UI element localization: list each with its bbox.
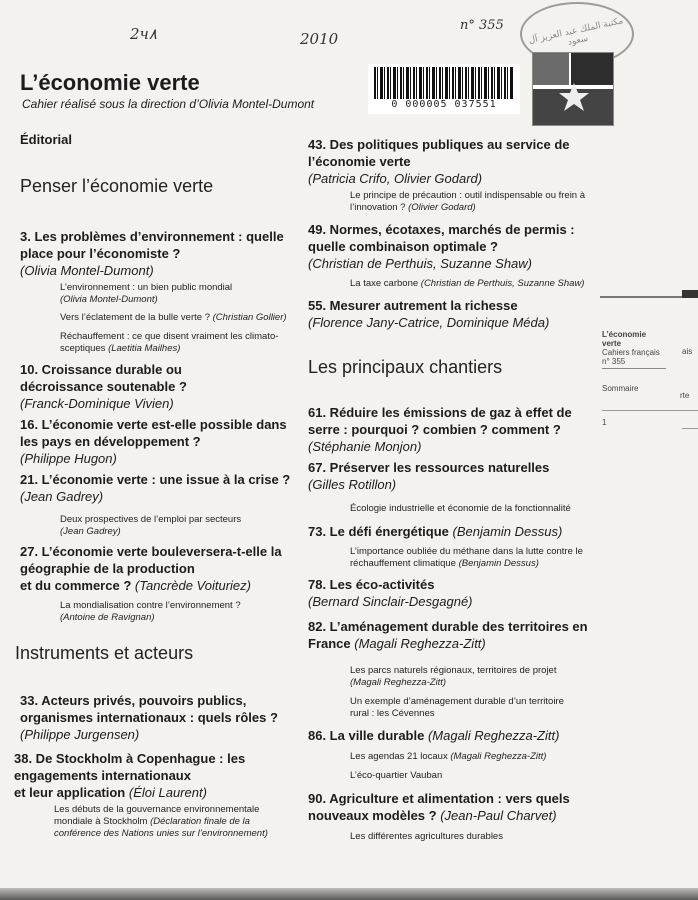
toc-subentry[interactable] <box>350 831 590 843</box>
entry-author: (Philippe Hugon) <box>20 451 117 466</box>
subentry-author: (Antoine de Ravignan) <box>60 612 155 623</box>
toc-entry[interactable] <box>308 136 588 187</box>
toc-entry[interactable] <box>20 471 300 505</box>
page-subtitle: Cahier réalisé sous la direction d’Olivia Montel-Dumont <box>22 97 315 111</box>
subentry-text: Un exemple d’aménagement durable d’un territoire rural : les Cévennes <box>350 696 564 719</box>
subentry-text: Les différentes agricultures durables <box>350 831 503 842</box>
toc-subentry[interactable] <box>60 514 295 538</box>
section-heading: Penser l’économie verte <box>20 176 214 196</box>
entry-title: 61. Réduire les émissions de gaz à effet de serre : pourquoi ? combien ? comment ? <box>308 405 572 437</box>
toc-entry[interactable] <box>14 750 289 801</box>
publisher-logo <box>532 52 614 126</box>
page-bottom-edge <box>0 888 698 900</box>
entry-author: (Magali Reghezza-Zitt) <box>354 636 486 651</box>
toc-subentry[interactable] <box>350 751 590 763</box>
editorial-link[interactable]: Éditorial <box>20 132 73 147</box>
entry-title: et du commerce ? <box>20 578 132 593</box>
entry-author: (Olivia Montel-Dumont) <box>20 263 154 278</box>
subentry-text: Vers l’éclatement de la bulle verte ? <box>60 312 210 323</box>
subentry-text: Les agendas 21 locaux <box>350 751 448 762</box>
subentry-author: (Jean Gadrey) <box>60 526 121 537</box>
toc-subentry[interactable] <box>350 696 585 720</box>
subentry-text: La taxe carbone <box>350 278 419 289</box>
entry-author: (Magali Reghezza-Zitt) <box>427 728 560 743</box>
toc-entry[interactable] <box>20 692 295 743</box>
subentry-text: L’environnement : un bien public mondial <box>60 282 233 293</box>
entry-title: 38. De Stockholm à Copenhague : les engagements internationaux <box>14 751 246 783</box>
entry-title: 33. Acteurs privés, pouvoirs publics, organismes internationaux : quels rôles ? <box>20 693 278 725</box>
entry-title: 16. L’économie verte est-elle possible dans les pays en développement ? <box>20 417 287 449</box>
subentry-author: (Laetitia Mailhes) <box>108 343 181 354</box>
subentry-author: (Christian de Perthuis, Suzanne Shaw) <box>420 278 585 289</box>
entry-title: 82. L’aménagement durable des territoires en France <box>308 619 588 651</box>
margin-sommaire: Sommaire <box>602 384 639 393</box>
entry-title: 43. Des politiques publiques au service de l’économie verte <box>308 137 570 169</box>
subentry-text: Les débuts de la gouvernance environnementale mondiale à Stockholm <box>54 804 260 827</box>
entry-author: (Philippe Jurgensen) <box>20 727 140 742</box>
barcode-number: 0 000005 037551 <box>391 99 497 110</box>
handwritten-code: n° 355 <box>460 18 504 33</box>
toc-subentry[interactable] <box>60 600 295 624</box>
handwritten-year: 2010 <box>300 30 339 48</box>
margin-series: Cahiers français <box>602 348 660 357</box>
margin-title: L’économie <box>602 330 647 339</box>
subentry-author: (Olivia Montel-Dumont) <box>60 294 158 305</box>
stamp-text: مكتبة الملك عبد العزيز آل سعود <box>527 16 625 48</box>
section-heading: Instruments et acteurs <box>15 643 194 663</box>
toc-subentry[interactable] <box>60 282 295 306</box>
margin-page-number: 1 <box>602 418 607 427</box>
toc-subentry[interactable] <box>350 770 590 782</box>
entry-author: (Éloi Laurent) <box>128 785 207 800</box>
margin-title-2: verte <box>602 339 622 348</box>
toc-entry[interactable] <box>20 361 230 412</box>
toc-entry[interactable] <box>308 790 593 824</box>
adjacent-page-header <box>602 330 672 366</box>
margin-divider <box>602 410 698 411</box>
margin-tab <box>682 290 698 298</box>
toc-entry[interactable] <box>20 416 295 467</box>
subentry-author: (Déclaration finale de la conférence des Nations unies sur l’environnement) <box>54 816 268 839</box>
toc-subentry[interactable] <box>350 190 590 214</box>
entry-author: (Benjamin Dessus) <box>452 524 563 539</box>
entry-title: 73. Le défi énergétique <box>308 524 449 539</box>
entry-author: (Stéphanie Monjon) <box>308 439 422 454</box>
entry-title: 3. Les problèmes d’environnement : quelle place pour l’économiste ? <box>20 229 284 261</box>
margin-issue: n° 355 <box>602 357 626 366</box>
handwritten-note: 2ч٨ <box>130 25 157 43</box>
toc-entry[interactable] <box>308 618 593 652</box>
toc-entry[interactable] <box>308 221 593 272</box>
subentry-text: Réchauffement : ce que disent vraiment les climato-sceptiques <box>60 331 279 354</box>
subentry-text: La mondialisation contre l’environnement ? <box>60 600 241 611</box>
margin-divider <box>682 428 698 429</box>
toc-entry[interactable] <box>308 576 588 610</box>
entry-title: 21. L’économie verte : une issue à la crise ? <box>20 472 291 487</box>
toc-entry[interactable] <box>20 543 295 594</box>
margin-fragment: rte <box>680 391 690 400</box>
subentry-author: (Olivier Godard) <box>408 202 476 213</box>
toc-entry[interactable] <box>20 228 295 279</box>
entry-author: (Christian de Perthuis, Suzanne Shaw) <box>308 256 533 271</box>
barcode-label <box>368 64 520 114</box>
toc-subentry[interactable] <box>60 331 285 355</box>
margin-divider <box>602 368 666 369</box>
subentry-text: Les parcs naturels régionaux, territoires de projet <box>350 665 557 676</box>
subentry-text: Deux prospectives de l’emploi par secteurs <box>60 514 242 525</box>
margin-fragment: ais <box>682 347 693 356</box>
entry-author: (Jean Gadrey) <box>20 489 104 504</box>
page-title: L’économie verte <box>20 70 200 95</box>
entry-title: 86. La ville durable <box>308 728 425 743</box>
entry-author: (Tancrède Voituriez) <box>134 578 251 593</box>
toc-subentry[interactable] <box>60 312 300 324</box>
toc-subentry[interactable] <box>350 546 590 570</box>
entry-author: (Franck-Dominique Vivien) <box>20 396 174 411</box>
toc-entry[interactable] <box>308 297 593 331</box>
toc-subentry[interactable] <box>350 503 590 515</box>
entry-title: 49. Normes, écotaxes, marchés de permis : quelle combinaison optimale ? <box>308 222 575 254</box>
subentry-text: L’importance oubliée du méthane dans la lutte contre le réchauffement climatique <box>350 546 583 569</box>
entry-title: 67. Préserver les ressources naturelles <box>308 460 550 475</box>
entry-title: 27. L’économie verte bouleversera-t-elle la géographie de la production <box>20 544 282 576</box>
entry-author: (Florence Jany-Catrice, Dominique Méda) <box>308 315 550 330</box>
entry-author: (Bernard Sinclair-Desgagné) <box>308 594 473 609</box>
subentry-text: Écologie industrielle et économie de la fonctionnalité <box>350 503 571 514</box>
entry-title: 78. Les éco-activités <box>308 577 435 592</box>
entry-title: 10. Croissance durable ou décroissance soutenable ? <box>20 362 187 394</box>
entry-title: 90. Agriculture et alimentation : vers quels nouveaux modèles ? <box>308 791 570 823</box>
toc-entry[interactable] <box>308 727 593 744</box>
toc-entry[interactable] <box>308 404 588 455</box>
toc-entry[interactable] <box>308 523 593 540</box>
toc-subentry[interactable] <box>54 804 279 840</box>
entry-author: (Jean-Paul Charvet) <box>440 808 557 823</box>
subentry-author: (Magali Reghezza-Zitt) <box>450 751 547 762</box>
subentry-text: L’éco-quartier Vauban <box>350 770 443 781</box>
subentry-author: (Magali Reghezza-Zitt) <box>350 677 447 688</box>
entry-title: 55. Mesurer autrement la richesse <box>308 298 518 313</box>
entry-author: (Gilles Rotillon) <box>308 477 397 492</box>
section-heading: Les principaux chantiers <box>308 357 503 377</box>
barcode-bars <box>374 67 514 99</box>
entry-author: (Patricia Crifo, Olivier Godard) <box>308 171 483 186</box>
toc-subentry[interactable] <box>350 665 590 689</box>
toc-subentry[interactable] <box>350 278 590 290</box>
subentry-author: (Benjamin Dessus) <box>458 558 539 569</box>
subentry-author: (Christian Gollier) <box>212 312 287 323</box>
subentry-text: Le principe de précaution : outil indispensable ou frein à l’innovation ? <box>350 190 586 213</box>
toc-entry[interactable] <box>308 459 588 493</box>
entry-title: et leur application <box>14 785 126 800</box>
